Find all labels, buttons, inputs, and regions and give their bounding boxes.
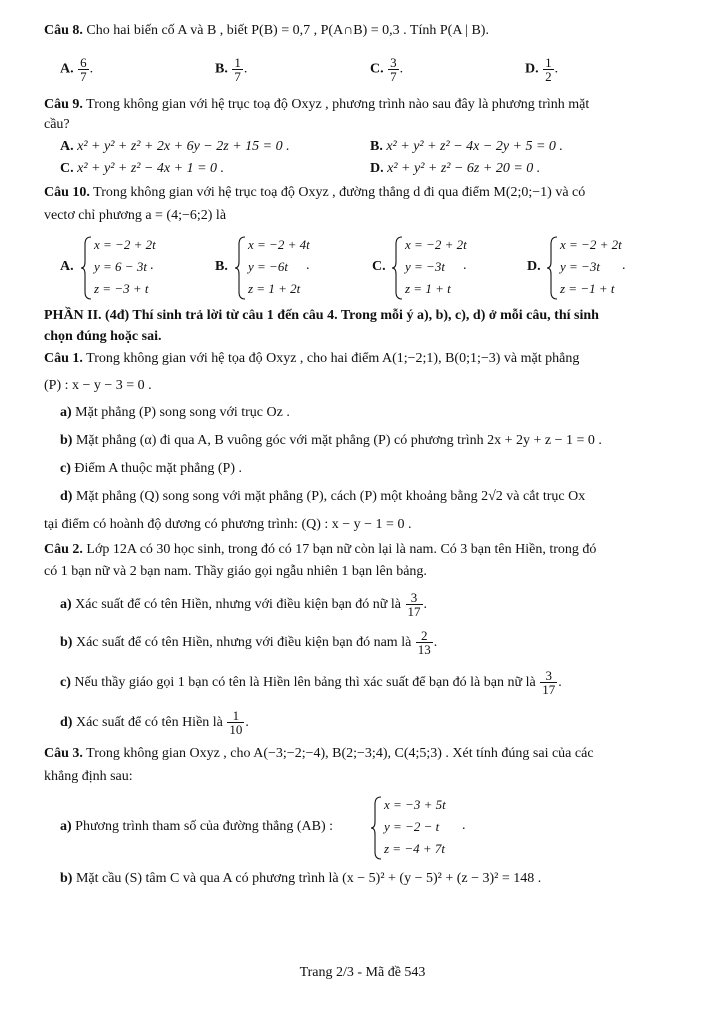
- p1-item-c: c) Điểm A thuộc mặt phẳng (P) .: [60, 461, 242, 476]
- q8-option-a: A. $\frac{6}{7}$ .: [60, 55, 94, 84]
- brace-icon: [234, 236, 246, 300]
- q10-option-c-system: x = −2 + 2t y = −3t z = 1 + t .: [391, 236, 481, 300]
- brace-icon: [370, 796, 382, 860]
- q10-option-a-system: x = −2 + 2t y = 6 − 3t z = −3 + t .: [80, 236, 170, 300]
- p3-item-a-system: x = −3 + 5t y = −2 − t z = −4 + 7t .: [370, 796, 470, 860]
- q10-label: Câu 10.: [44, 185, 90, 200]
- p3-item-a-text: a) Phương trình tham số của đường thẳng (AB) :: [60, 819, 334, 834]
- p3-label: Câu 3.: [44, 746, 83, 761]
- q10-option-a-label: A.: [60, 259, 74, 274]
- q10-line2: vectơ chỉ phương a = (4;−6;2) là: [44, 208, 227, 223]
- brace-icon: [391, 236, 403, 300]
- p1-item-a: a) Mặt phẳng (P) song song với trục Oz .: [60, 405, 290, 420]
- q9-option-b: B. x² + y² + z² − 4x − 2y + 5 = 0 .: [370, 139, 563, 154]
- q10-option-d-system: x = −2 + 2t y = −3t z = −1 + t .: [546, 236, 636, 300]
- p2-item-d: d) Xác suất để có tên Hiền là $\frac{1}{10}$ .: [60, 708, 249, 738]
- p2-label: Câu 2.: [44, 542, 83, 557]
- p1-line1: Câu 1. Trong không gian với hệ tọa độ Oxyz , cho hai điểm A(1;−2;1), B(0;1;−3) và mặt phẳng: [44, 351, 580, 366]
- q9-label: Câu 9.: [44, 97, 83, 112]
- brace-icon: [546, 236, 558, 300]
- part2-heading-line2: chọn đúng hoặc sai.: [44, 329, 162, 344]
- q10-option-b-system: x = −2 + 4t y = −6t z = 1 + 2t .: [234, 236, 324, 300]
- p1-item-d-line2: tại điểm có hoành độ dương có phương trình: (Q) : x − y − 1 = 0 .: [44, 517, 412, 532]
- q8-b-fraction: $\frac{1}{7}$: [234, 55, 241, 84]
- q9-option-c: C. x² + y² + z² − 4x + 1 = 0 .: [60, 161, 225, 176]
- p2-item-a: a) Xác suất để có tên Hiền, nhưng với điều kiện bạn đó nữ là $\frac{3}{17}$ .: [60, 590, 427, 620]
- q8-option-d: D. $\frac{1}{2}$ .: [525, 55, 559, 84]
- q9-option-a: A. x² + y² + z² + 2x + 6y − 2z + 15 = 0 .: [60, 139, 290, 154]
- p1-line2: (P) : x − y − 3 = 0 .: [44, 378, 152, 393]
- p2-item-c: c) Nếu thầy giáo gọi 1 bạn có tên là Hiền lên bảng thì xác suất để bạn đó là bạn nữ là $\frac{3}{17}$ .: [60, 668, 562, 698]
- p2-item-b: b) Xác suất để có tên Hiền, nhưng với điều kiện bạn đó nam là $\frac{2}{13}$ .: [60, 628, 438, 658]
- q8-line: [44, 22, 489, 40]
- q9-option-d: D. x² + y² + z² − 6z + 20 = 0 .: [370, 161, 541, 176]
- p3-line2: khẳng định sau:: [44, 769, 133, 784]
- q9-line2: cầu?: [44, 117, 70, 132]
- q10-line1: Câu 10. Trong không gian với hệ trục toạ độ Oxyz , đường thẳng d đi qua điểm M(2;0;−1) và có: [44, 185, 586, 200]
- q10-option-b-label: B.: [215, 259, 228, 274]
- q8-option-c: C. $\frac{3}{7}$ .: [370, 55, 404, 84]
- part2-heading-line1: PHẦN II. (4đ) Thí sinh trả lời từ câu 1 đến câu 4. Trong mỗi ý a), b), c), d) ở mỗi câu, thí sinh: [44, 308, 599, 323]
- q8-text: Cho hai biến cố A và B , biết P(B) = 0,7 , P(A∩B) = 0,3 . Tính P(A | B).: [86, 23, 489, 38]
- p2-line2: có 1 bạn nữ và 2 bạn nam. Thầy giáo gọi ngẫu nhiên 1 bạn lên bảng.: [44, 564, 427, 579]
- q8-c-fraction: $\frac{3}{7}$: [390, 55, 397, 84]
- brace-icon: [80, 236, 92, 300]
- q8-a-fraction: $\frac{6}{7}$: [80, 55, 87, 84]
- p3-item-b: b) Mặt cầu (S) tâm C và qua A có phương trình là (x − 5)² + (y − 5)² + (z − 3)² = 148 .: [60, 871, 542, 886]
- p2-line1: Câu 2. Lớp 12A có 30 học sinh, trong đó có 17 bạn nữ còn lại là nam. Có 3 bạn tên Hiền, trong đó: [44, 542, 597, 557]
- q8-d-fraction: $\frac{1}{2}$: [545, 55, 552, 84]
- q8-label: Câu 8.: [44, 23, 83, 38]
- q8-option-b: B. $\frac{1}{7}$ .: [215, 55, 248, 84]
- p1-item-b: b) Mặt phẳng (α) đi qua A, B vuông góc với mặt phẳng (P) có phương trình 2x + 2y + z − 1 = 0 .: [60, 433, 602, 448]
- q9-line1: Câu 9. Trong không gian với hệ trục toạ độ Oxyz , phương trình nào sau đây là phương trình mặt: [44, 97, 590, 112]
- q10-option-c-label: C.: [372, 259, 386, 274]
- p1-label: Câu 1.: [44, 351, 83, 366]
- p1-item-d-line1: d) Mặt phẳng (Q) song song với mặt phẳng (P), cách (P) một khoảng bằng 2√2 và cắt trục Ox: [60, 489, 586, 504]
- q10-option-d-label: D.: [527, 259, 541, 274]
- page-footer: Trang 2/3 - Mã đề 543: [299, 965, 426, 980]
- p3-line1: Câu 3. Trong không gian Oxyz , cho A(−3;−2;−4), B(2;−3;4), C(4;5;3) . Xét tính đúng sai của các: [44, 746, 594, 761]
